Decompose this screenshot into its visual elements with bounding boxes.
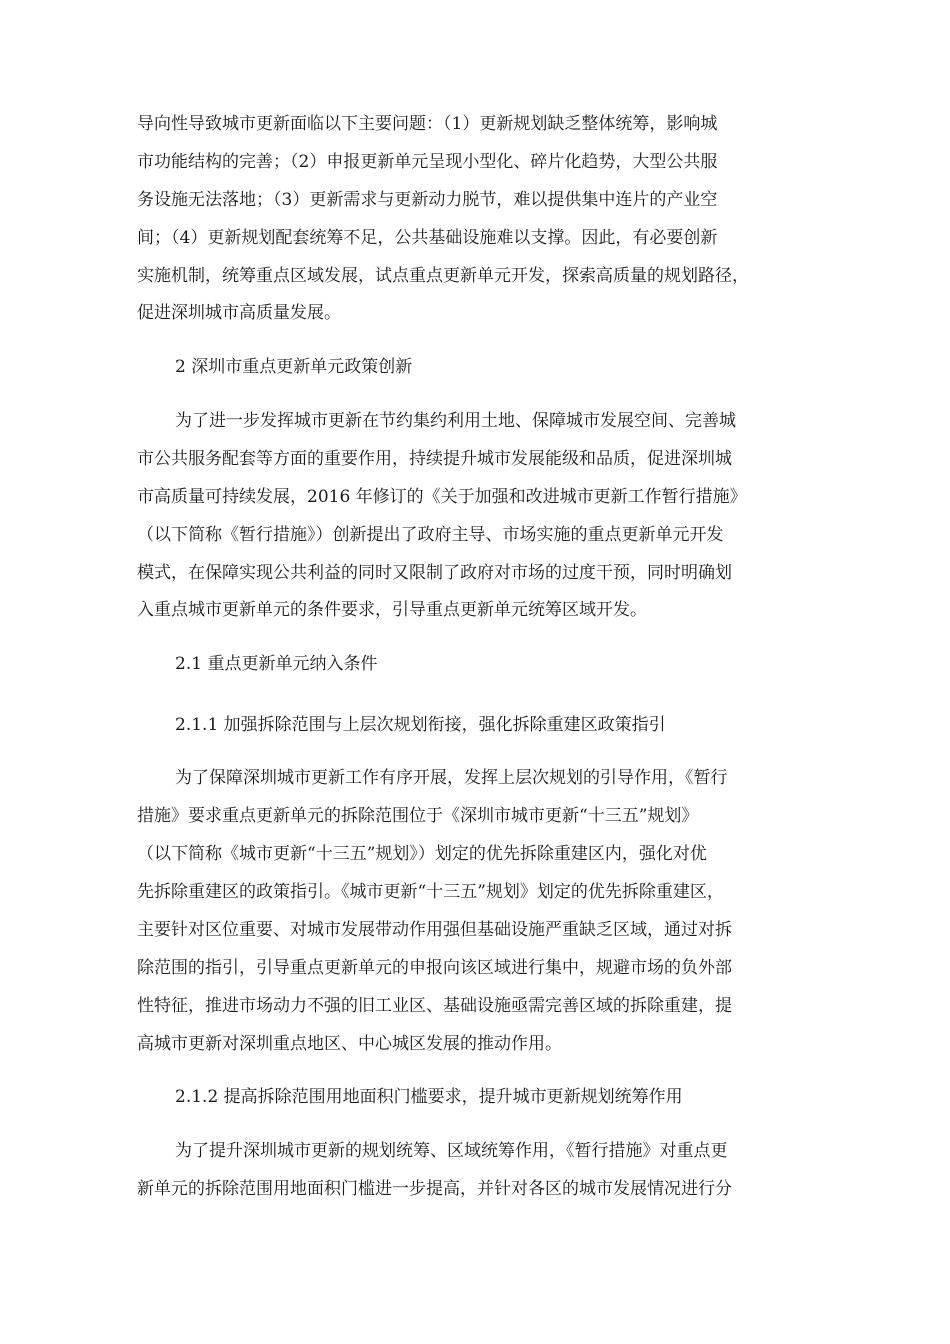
paragraph-line: 为了保障深圳城市更新工作有序开展，发挥上层次规划的引导作用，《暂行 <box>175 768 728 788</box>
paragraph-line: 务设施无法落地；（3）更新需求与更新动力脱节，难以提供集中连片的产业空 <box>137 190 718 210</box>
paragraph-line: 新单元的拆除范围用地面积门槛进一步提高，并针对各区的城市发展情况进行分 <box>137 1179 732 1199</box>
paragraph-line: 实施机制，统筹重点区域发展，试点重点更新单元开发，探索高质量的规划路径， <box>137 266 749 286</box>
paragraph-line: 导向性导致城市更新面临以下主要问题：（1）更新规划缺乏整体统筹，影响城 <box>137 114 718 134</box>
paragraph-line: 主要针对区位重要、对城市发展带动作用强但基础设施严重缺乏区域，通过对拆 <box>137 920 732 940</box>
paragraph-line: 先拆除重建区的政策指引。《城市更新“十三五”规划》划定的优先拆除重建区， <box>137 882 724 902</box>
paragraph-line: 市高质量可持续发展，2016 年修订的《关于加强和改进城市更新工作暂行措施》 <box>137 487 747 507</box>
paragraph-line: 性特征，推进市场动力不强的旧工业区、基础设施亟需完善区域的拆除重建，提 <box>137 996 732 1016</box>
paragraph-line: 高城市更新对深圳重点地区、中心城区发展的推动作用。 <box>137 1034 562 1054</box>
paragraph-line: 为了进一步发挥城市更新在节约集约利用土地、保障城市发展空间、完善城 <box>175 411 736 431</box>
paragraph-line: 入重点城市更新单元的条件要求，引导重点更新单元统筹区域开发。 <box>137 600 647 620</box>
paragraph-line: 措施》要求重点更新单元的拆除范围位于《深圳市城市更新“十三五”规划》 <box>137 806 699 826</box>
paragraph-line: 市功能结构的完善；（2）申报更新单元呈现小型化、碎片化趋势，大型公共服 <box>137 152 718 172</box>
paragraph-line: 市公共服务配套等方面的重要作用，持续提升城市发展能级和品质，促进深圳城 <box>137 449 732 469</box>
subsubsection-heading: 2.1.1 加强拆除范围与上层次规划衔接，强化拆除重建区政策指引 <box>175 715 666 735</box>
subsection-heading: 2.1 重点更新单元纳入条件 <box>175 654 378 674</box>
paragraph-line: 为了提升深圳城市更新的规划统筹、区域统筹作用，《暂行措施》对重点更 <box>175 1141 728 1161</box>
paragraph-line: 模式，在保障实现公共利益的同时又限制了政府对市场的过度干预，同时明确划 <box>137 563 732 583</box>
paragraph-line: （以下简称《暂行措施》）创新提出了政府主导、市场实施的重点更新单元开发 <box>137 525 724 545</box>
paragraph-line: 促进深圳城市高质量发展。 <box>137 303 341 323</box>
paragraph-line: 除范围的指引，引导重点更新单元的申报向该区域进行集中，规避市场的负外部 <box>137 958 732 978</box>
paragraph-line: （以下简称《城市更新“十三五”规划》）划定的优先拆除重建区内，强化对优 <box>137 844 707 864</box>
section-heading: 2 深圳市重点更新单元政策创新 <box>175 357 413 377</box>
paragraph-line: 间；（4）更新规划配套统筹不足，公共基础设施难以支撑。因此，有必要创新 <box>137 228 718 248</box>
subsubsection-heading: 2.1.2 提高拆除范围用地面积门槛要求，提升城市更新规划统筹作用 <box>175 1087 683 1107</box>
